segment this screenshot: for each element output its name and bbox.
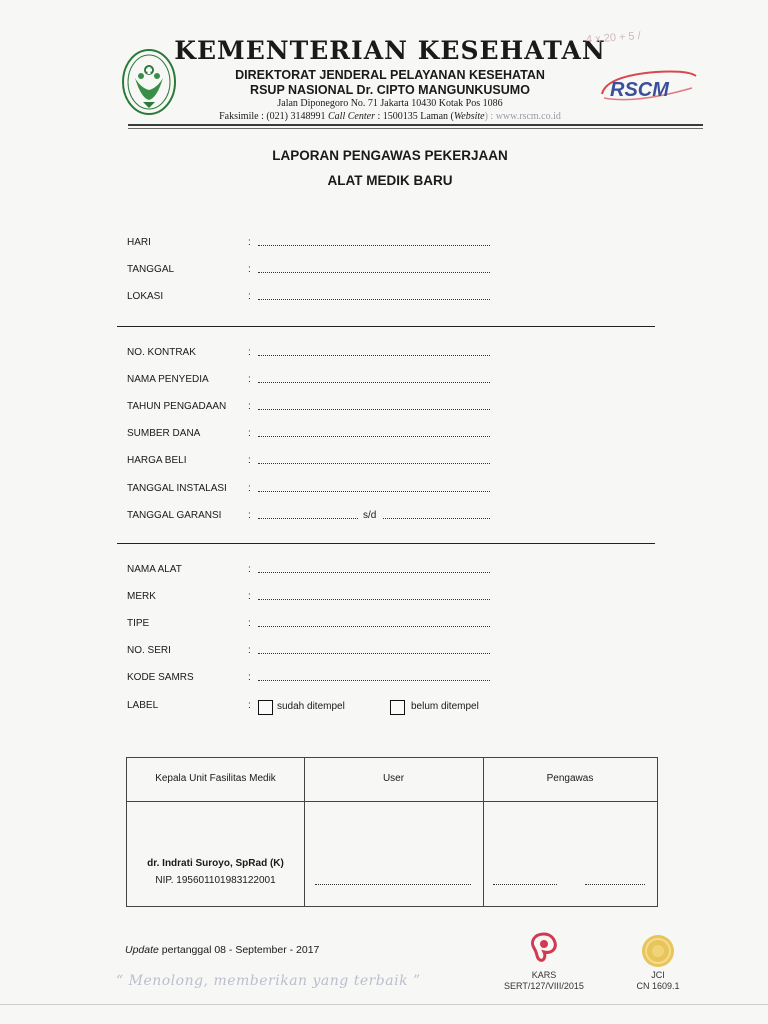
field-input-line[interactable] [258,382,490,383]
field-colon: : [248,264,251,275]
field-input-line[interactable] [258,463,490,464]
hospital-motto: “ Menolong, memberikan yang terbaik ” [116,973,421,989]
belum-ditempel-checkbox[interactable] [390,700,405,715]
table-header-divider [127,801,657,802]
kars-label: KARS [531,970,557,980]
field-colon: : [248,510,251,521]
header-divider-thin [128,128,703,129]
field-colon: : [248,401,251,412]
garansi-start-line[interactable] [258,518,358,519]
field-colon: : [248,374,251,385]
pengawas-signature-line-1[interactable] [493,884,557,885]
field-label: TAHUN PENGADAAN [127,401,227,412]
field-label: TANGGAL [127,264,175,275]
document-title: LAPORAN PENGAWAS PEKERJAAN [272,148,508,163]
update-text: pertanggal 08 - September - 2017 [158,944,320,956]
field-colon: : [248,700,251,711]
pengawas-signature-line-2[interactable] [585,884,645,885]
fax-text: Faksimile : (021) 3148991 [219,111,329,122]
rscm-brand-text: RSCM [610,79,669,101]
field-label: HARI [127,237,151,248]
header-divider [128,124,703,126]
update-label: Update [125,944,159,956]
field-colon: : [248,347,251,358]
field-input-line[interactable] [258,299,490,300]
section-divider [117,326,655,327]
hospital-address: Jalan Diponegoro No. 71 Jakarta 10430 Kotak Pos 1086 [277,98,503,109]
call-center-text: : 1500135 Laman ( [374,111,454,122]
field-colon: : [248,645,251,656]
signature-table [126,757,658,907]
website-url: ) : www.rscm.co.id [484,111,561,122]
field-colon: : [248,428,251,439]
field-colon: : [248,618,251,629]
field-label: SUMBER DANA [127,428,201,439]
rscm-logo-icon [596,66,700,106]
section-divider [117,543,655,544]
header-pengawas: Pengawas [546,773,594,784]
field-input-line[interactable] [258,653,490,654]
website-label: Website [453,111,485,122]
garansi-end-line[interactable] [383,518,490,519]
field-input-line[interactable] [258,599,490,600]
kars-certificate: SERT/127/VIII/2015 [504,981,584,991]
call-center-label: Call Center [328,111,375,122]
directorate-name: DIREKTORAT JENDERAL PELAYANAN KESEHATAN [235,68,545,82]
field-colon: : [248,237,251,248]
field-label: KODE SAMRS [127,672,194,683]
hospital-contact [160,111,620,122]
field-label: TANGGAL INSTALASI [127,483,227,494]
hospital-name: RSUP NASIONAL Dr. CIPTO MANGUNKUSUMO [250,83,530,97]
belum-ditempel-label: belum ditempel [411,701,479,712]
field-label-status [127,700,527,716]
jci-seal-icon [640,933,676,969]
field-input-line[interactable] [258,409,490,410]
document-subtitle: ALAT MEDIK BARU [327,173,453,188]
field-input-line[interactable] [258,245,490,246]
field-label: TANGGAL GARANSI [127,510,222,521]
page-bottom-edge [0,1004,768,1005]
field-input-line[interactable] [258,626,490,627]
field-colon: : [248,291,251,302]
signer-nip: NIP. 195601101983122001 [155,875,276,886]
field-colon: : [248,591,251,602]
garansi-separator: s/d [363,510,377,521]
field-input-line[interactable] [258,355,490,356]
ministry-title: KEMENTERIAN KESEHATAN [174,36,606,65]
user-signature-line[interactable] [315,884,471,885]
field-label: NAMA PENYEDIA [127,374,209,385]
signer-name: dr. Indrati Suroyo, SpRad (K) [147,858,284,869]
kars-logo-icon [526,930,562,964]
stamp-number: 4 x 20 + 5 / [585,30,642,46]
field-input-line[interactable] [258,680,490,681]
field-input-line[interactable] [258,572,490,573]
field-label: NAMA ALAT [127,564,182,575]
header-kepala-unit: Kepala Unit Fasilitas Medik [155,773,276,784]
field-input-line[interactable] [258,436,490,437]
field-label: TIPE [127,618,150,629]
field-colon: : [248,483,251,494]
field-label: HARGA BELI [127,455,187,466]
field-colon: : [248,564,251,575]
field-colon: : [248,672,251,683]
jci-certificate: CN 1609.1 [636,981,680,991]
sudah-ditempel-label: sudah ditempel [277,701,345,712]
field-label: LABEL [127,700,159,711]
field-label: MERK [127,591,156,602]
jci-label: JCI [651,970,665,980]
sudah-ditempel-checkbox[interactable] [258,700,273,715]
field-label: LOKASI [127,291,164,302]
field-colon: : [248,455,251,466]
field-input-line[interactable] [258,491,490,492]
field-label: NO. KONTRAK [127,347,196,358]
field-input-line[interactable] [258,272,490,273]
update-date [125,944,319,956]
field-label: NO. SERI [127,645,171,656]
header-user: User [382,773,405,784]
